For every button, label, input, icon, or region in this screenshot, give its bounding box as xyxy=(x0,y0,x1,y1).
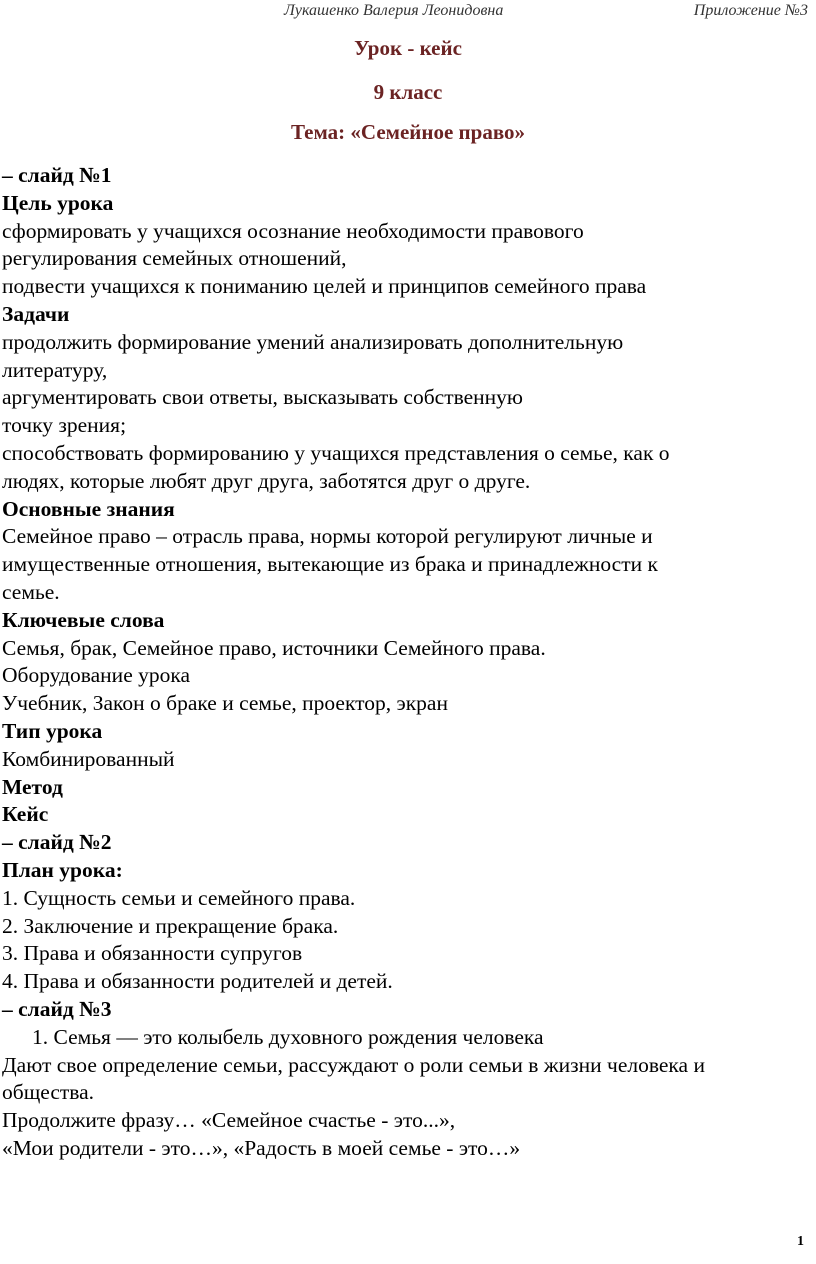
plan-item: 4. Права и обязанности родителей и детей. xyxy=(2,969,393,994)
body-line: продолжить формирование умений анализировать дополнительную xyxy=(2,329,624,354)
section-heading: Ключевые слова xyxy=(2,607,165,632)
slide-heading: – слайд №3 xyxy=(2,996,112,1021)
section-heading: План урока: xyxy=(2,857,123,882)
section-heading: Задачи xyxy=(2,301,70,326)
header-author: Лукашенко Валерия Леонидовна xyxy=(284,2,504,19)
body-line: регулирования семейных отношений, xyxy=(2,246,347,271)
slide-heading: – слайд №1 xyxy=(2,163,112,187)
plan-item: 3. Права и обязанности супругов xyxy=(2,941,303,966)
body-line: литературу, xyxy=(2,357,108,382)
slide-heading: – слайд №2 xyxy=(2,830,112,855)
body-line: семье. xyxy=(2,579,60,604)
topic-title: Тема: «Семейное право» xyxy=(290,120,526,144)
document-body xyxy=(2,162,812,1163)
body-line: Оборудование урока xyxy=(2,663,191,688)
section-heading: Кейс xyxy=(2,802,49,827)
numbered-item: 1. Семья — это колыбель духовного рождения человека xyxy=(32,1024,544,1049)
body-line: Комбинированный xyxy=(2,746,175,771)
body-line: Учебник, Закон о браке и семье, проектор, экран xyxy=(2,691,448,716)
section-heading: Тип урока xyxy=(2,718,103,743)
body-line: аргументировать свои ответы, высказывать собственную xyxy=(2,385,523,410)
body-line: точку зрения; xyxy=(2,413,127,438)
body-line: имущественные отношения, вытекающие из брака и принадлежности к xyxy=(2,552,658,577)
plan-item: 1. Сущность семьи и семейного права. xyxy=(2,885,356,910)
page-number: 1 xyxy=(797,1234,804,1249)
body-line: «Мои родители - это…», «Радость в моей семье - это…» xyxy=(2,1135,521,1160)
body-line: подвести учащихся к пониманию целей и принципов семейного права xyxy=(2,274,647,299)
grade-title: 9 класс xyxy=(373,80,443,104)
body-line: Продолжите фразу… «Семейное счастье - это...», xyxy=(2,1108,456,1133)
section-heading: Метод xyxy=(2,774,63,799)
body-line: людях, которые любят друг друга, заботятся друг о друге. xyxy=(2,468,531,493)
plan-item: 2. Заключение и прекращение брака. xyxy=(2,913,339,938)
lesson-title: Урок - кейс xyxy=(354,36,462,60)
body-line: Семья, брак, Семейное право, источники Семейного права. xyxy=(2,635,546,660)
body-line: сформировать у учащихся осознание необходимости правового xyxy=(2,218,584,243)
body-line: Дают свое определение семьи, рассуждают о роли семьи в жизни человека и xyxy=(2,1052,705,1077)
body-line: способствовать формированию у учащихся представления о семье, как о xyxy=(2,440,670,465)
body-line: Семейное право – отрасль права, нормы которой регулируют личные и xyxy=(2,524,653,549)
section-heading: Основные знания xyxy=(2,496,175,521)
section-heading: Цель урока xyxy=(2,190,114,215)
body-line: общества. xyxy=(2,1080,95,1105)
header-appendix: Приложение №3 xyxy=(693,2,808,19)
